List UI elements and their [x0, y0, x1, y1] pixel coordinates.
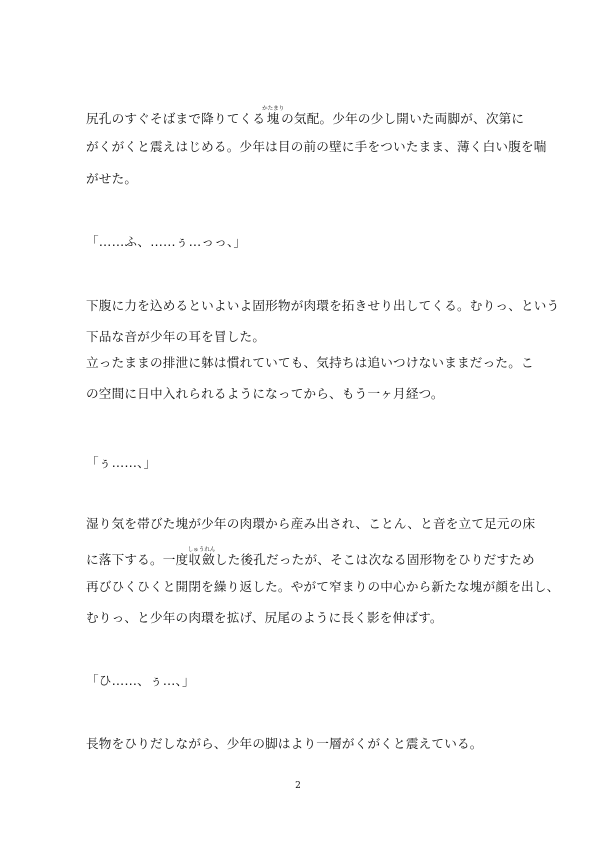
ruby-annotation: 収斂しゅうれん	[187, 547, 216, 567]
dialogue-line: 「ぅ……、」	[86, 455, 157, 470]
paragraph-line: 長物をひりだしながら、少年の脚はより一層がくがくと震えている。	[86, 736, 483, 751]
paragraph-line: の空間に日中入れられるようになってから、もう一ヶ月経つ。	[86, 386, 444, 401]
dialogue-line: 「……ふ、……ぅ…っっ、」	[86, 234, 247, 249]
paragraph-line: に落下する。一度収斂しゅうれんした後孔だったが、そこは次なる固形物をひりだすため	[86, 547, 535, 567]
paragraph-line: 立ったままの排泄に躰は慣れていても、気持ちは追いつけないままだった。こ	[86, 355, 534, 370]
paragraph-line: 再びひくひくと開閉を繰り返した。やがて窄まりの中心から新たな塊が顔を出し、	[86, 579, 560, 594]
ruby-annotation: 塊かたまり	[262, 106, 285, 126]
paragraph-line: がくがくと震えはじめる。少年は目の前の壁に手をついたまま、薄く白い腹を喘	[86, 139, 547, 154]
paragraph-line: 湿り気を帯びた塊が少年の肉環から産み出され、ことん、と音を立て足元の床	[86, 516, 536, 531]
paragraph-line: 尻孔のすぐそばまで降りてくる塊かたまりの気配。少年の少し開いた両脚が、次第に	[86, 106, 525, 126]
paragraph-line: がせた。	[86, 171, 138, 186]
page-number: 2	[295, 781, 301, 791]
paragraph-line: 下腹に力を込めるといよいよ固形物が肉環を拓きせり出してくる。むりっ、という	[86, 298, 560, 313]
paragraph-line: 下品な音が少年の耳を冒した。	[86, 329, 266, 344]
dialogue-line: 「ひ……、ぅ…、」	[86, 673, 195, 688]
paragraph-line: むりっ、と少年の肉環を拡げ、尻尾のように長く影を伸ばす。	[86, 610, 443, 625]
